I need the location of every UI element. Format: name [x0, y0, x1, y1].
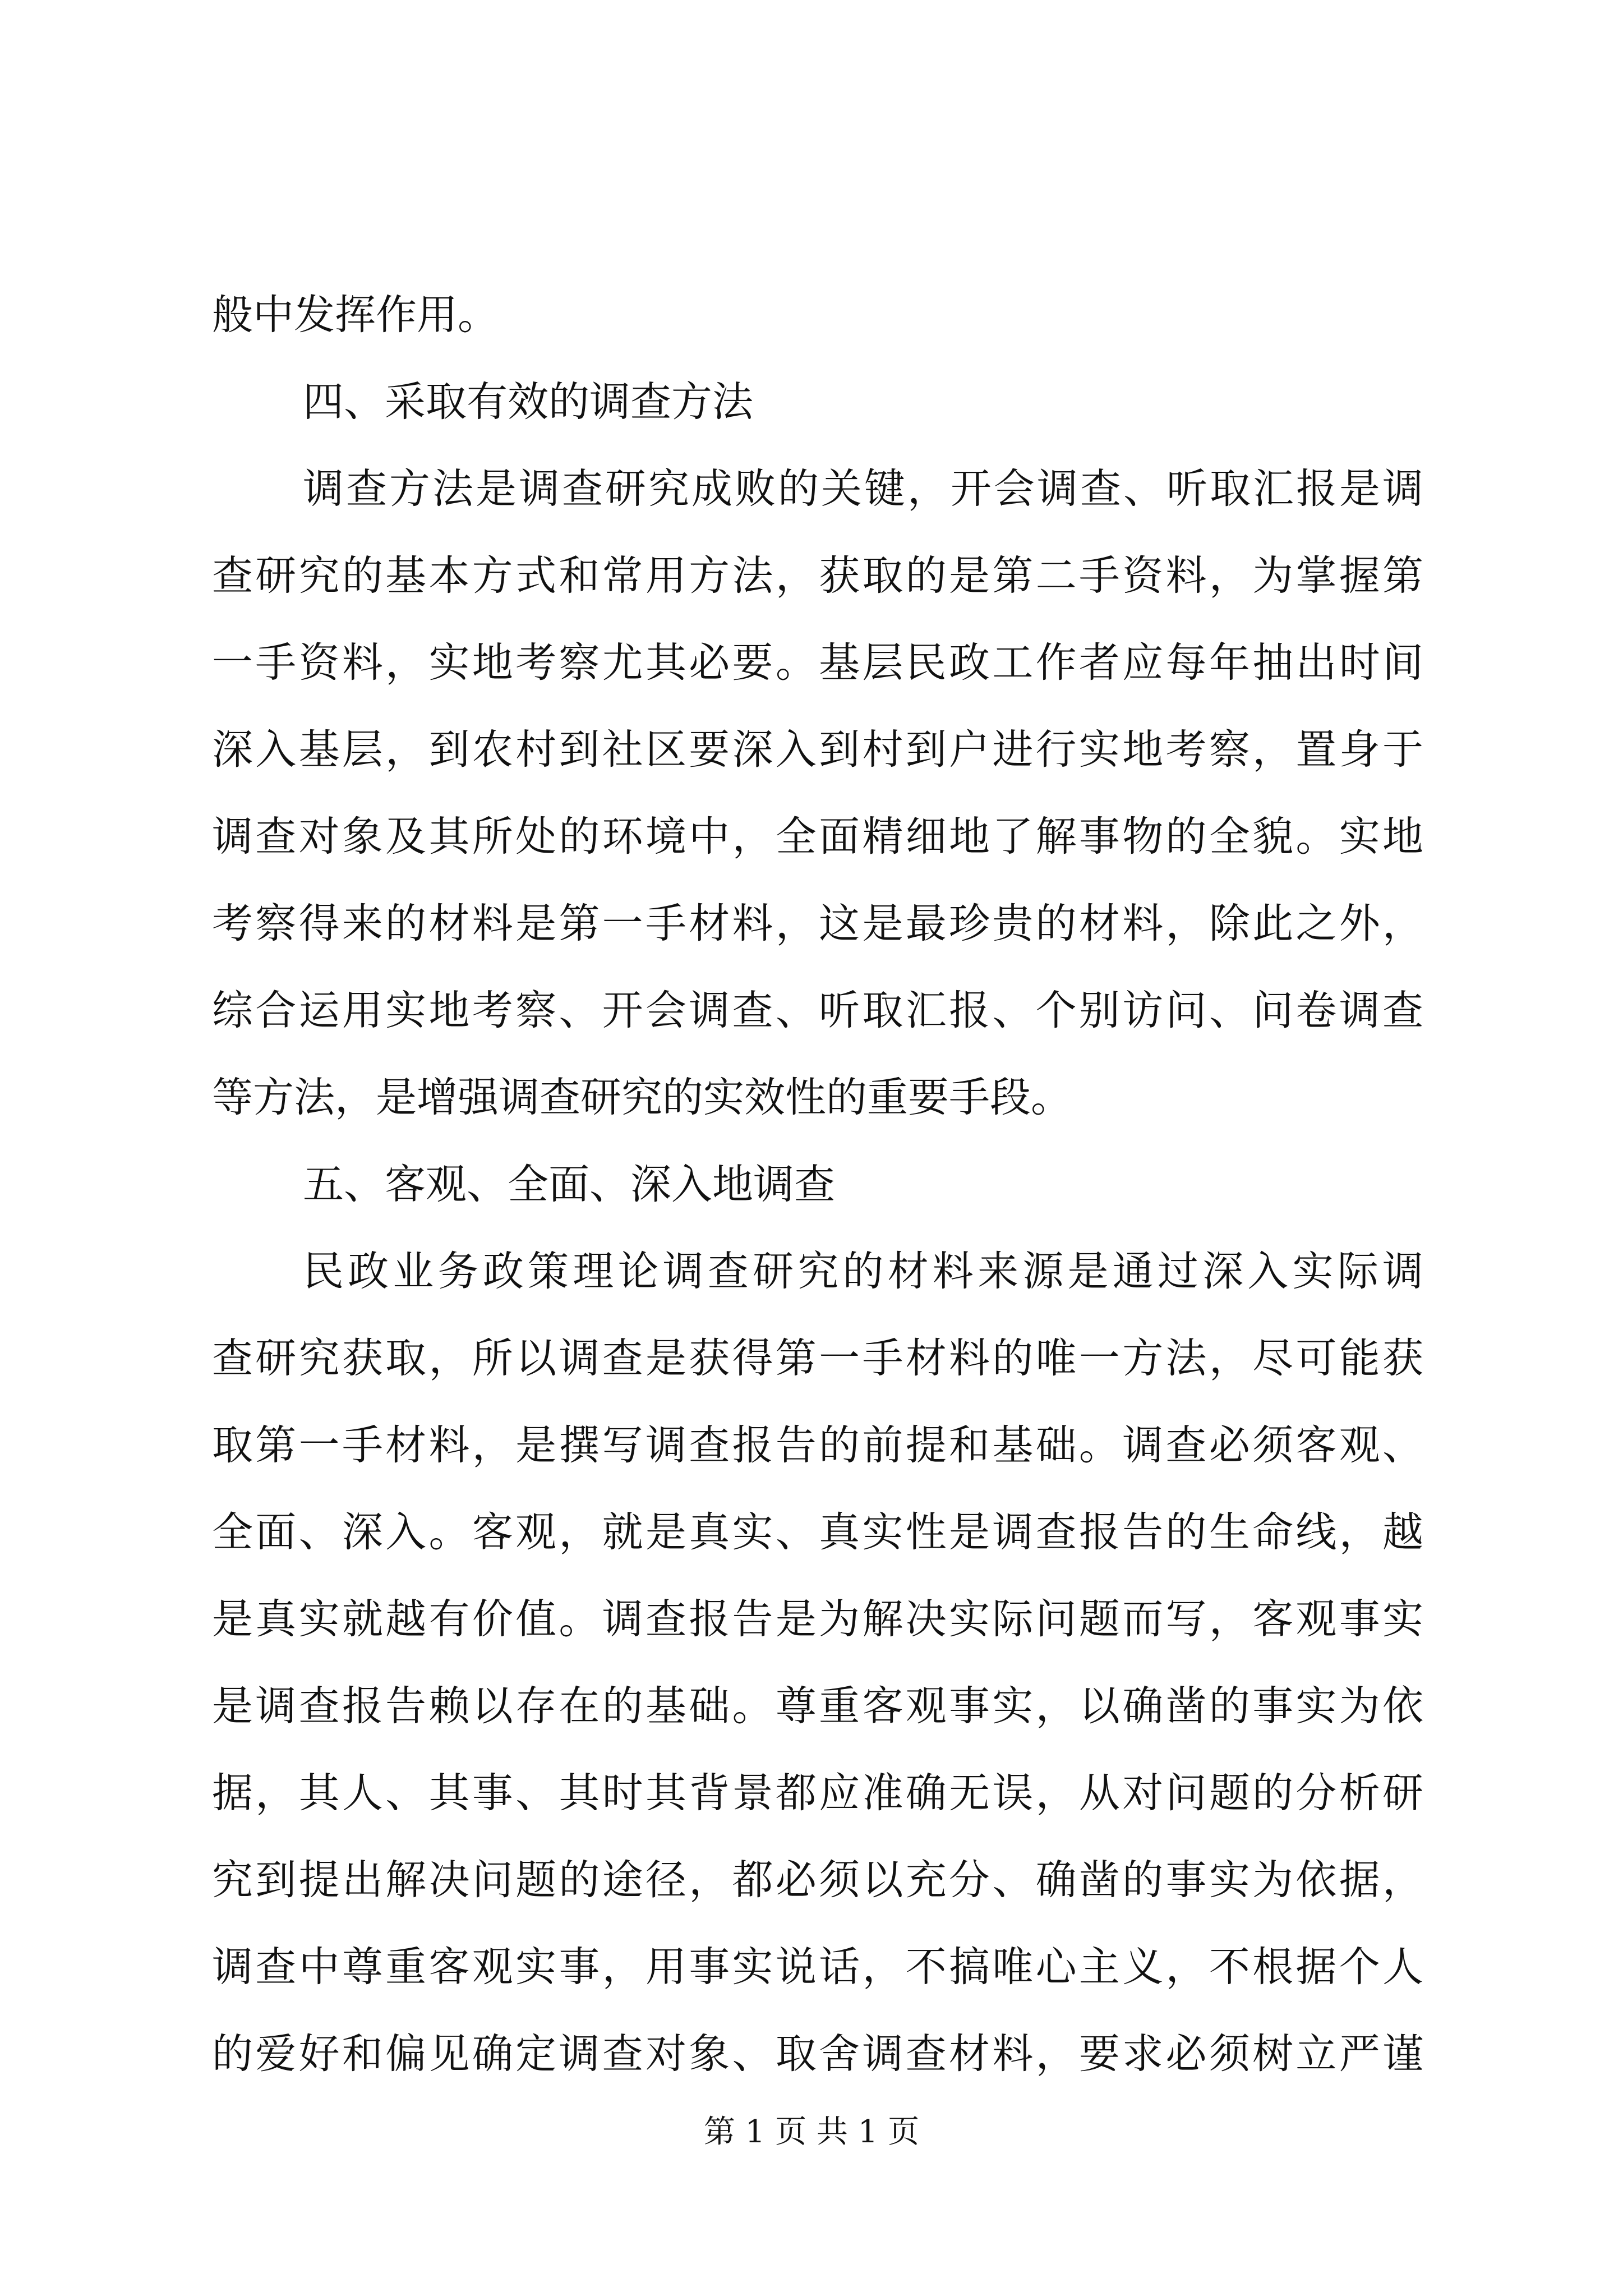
body-line: 调查对象及其所处的环境中，全面精细地了解事物的全貌。实地	[212, 813, 1423, 861]
page-footer: 第 1 页 共 1 页	[703, 2114, 920, 2150]
body-line: 考察得来的材料是第一手材料，这是最珍贵的材料，除此之外，	[212, 900, 1423, 947]
body-line: 深入基层，到农村到社区要深入到村到户进行实地考察，置身于	[212, 726, 1423, 774]
body-line: 综合运用实地考察、开会调查、听取汇报、个别访问、问卷调查	[212, 987, 1423, 1034]
paragraph-last-line: 般中发挥作用。	[212, 291, 499, 339]
body-line: 全面、深入。客观，就是真实、真实性是调查报告的生命线，越	[212, 1508, 1423, 1556]
body-line: 调查中尊重客观实事，用事实说话，不搞唯心主义，不根据个人	[212, 1943, 1423, 1991]
body-line: 究到提出解决问题的途径，都必须以充分、确凿的事实为依据，	[212, 1856, 1423, 1904]
body-line: 据，其人、其事、其时其背景都应准确无误，从对问题的分析研	[212, 1769, 1423, 1817]
body-text	[212, 272, 1423, 2097]
body-line: 是真实就越有价值。调查报告是为解决实际问题而写，客观事实	[212, 1595, 1423, 1643]
body-line: 一手资料，实地考察尤其必要。基层民政工作者应每年抽出时间	[212, 639, 1423, 687]
paragraph-first-line: 调查方法是调查研究成败的关键，开会调查、听取汇报是调	[303, 465, 1423, 513]
body-line: 查研究获取，所以调查是获得第一手材料的唯一方法，尽可能获	[212, 1335, 1423, 1382]
body-line: 取第一手材料，是撰写调查报告的前提和基础。调查必须客观、	[212, 1421, 1423, 1469]
body-line: 是调查报告赖以存在的基础。尊重客观事实，以确凿的事实为依	[212, 1682, 1423, 1730]
body-line: 查研究的基本方式和常用方法，获取的是第二手资料，为掌握第	[212, 552, 1423, 600]
paragraph-first-line: 民政业务政策理论调查研究的材料来源是通过深入实际调	[303, 1248, 1423, 1295]
paragraph-last-line: 等方法，是增强调查研究的实效性的重要手段。	[212, 1074, 1072, 1121]
section-heading: 四、采取有效的调查方法	[303, 378, 753, 426]
body-line: 的爱好和偏见确定调查对象、取舍调查材料，要求必须树立严谨	[212, 2030, 1423, 2078]
section-heading: 五、客观、全面、深入地调查	[303, 1161, 835, 1208]
